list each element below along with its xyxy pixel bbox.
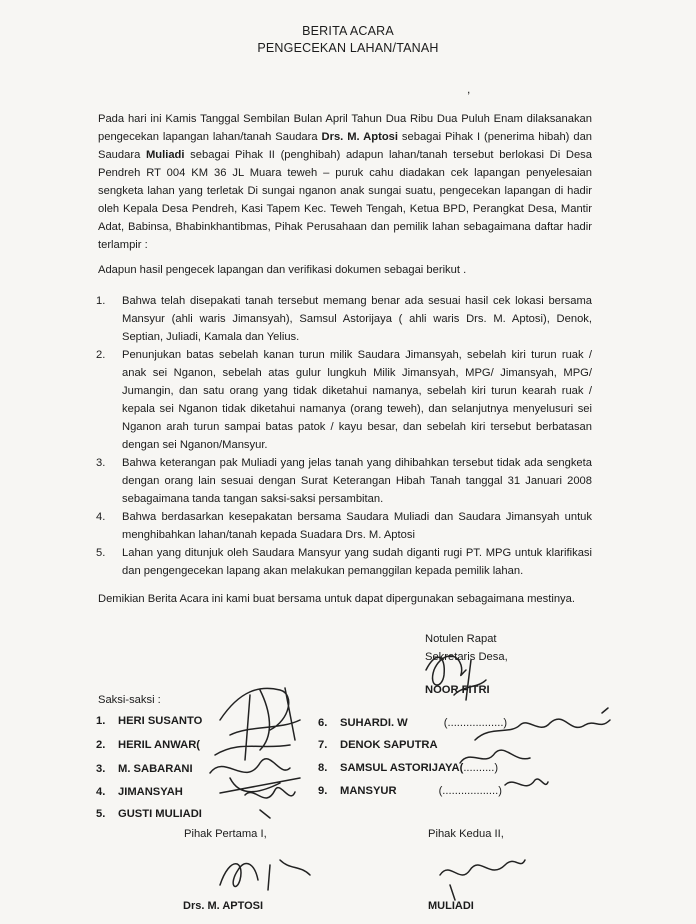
witness-name: SAMSUL ASTORIJAYA( [340,762,464,774]
list-item [96,346,592,454]
witness-5 [96,805,202,823]
witness-label: Saksi-saksi : [98,694,161,706]
list-item [96,454,592,508]
witness-sign-line: (..................) [438,785,502,797]
item-text: Bahwa berdasarkan kesepakatan bersama Saudara Muliadi dan Saudara Jimansyah untuk menghibahkan lahan/tanah kepada Suadara Drs. M. Aptosi [122,511,592,541]
item-number: 4. [96,511,106,523]
witness-name: SUHARDI. W [340,717,408,729]
pihak-pertama-name: Drs. M. APTOSI [183,900,264,912]
witness-1 [96,712,202,730]
notulen-name: NOOR FITRI [425,684,490,696]
item-number: 3. [96,457,106,469]
results-intro: Adapun hasil pengecek lapangan dan verifikasi dokumen sebagai berikut . [98,264,467,276]
intro-text-1: Pada hari ini Kamis Tanggal Sembilan Bulan April Tahun Dua Ribu Dua Puluh Enam dilaksanakan pengecekan lapangan lahan/tanah Saudara [98,113,592,143]
witness-number: 3. [96,763,106,775]
notulen-role: Sekretaris Desa, [425,651,508,663]
witness-3 [96,760,193,778]
list-item [96,292,592,346]
witness-sign-line: (..................) [443,717,508,729]
witness-number: 5. [96,808,106,820]
witness-sign-line: ..........) [463,762,499,774]
witness-number: 9. [318,785,328,797]
pihak-2-name: Muliadi [145,149,185,161]
intro-text-3: sebagai Pihak II (penghibah) adapun lahan/tanah tersebut berlokasi Di Desa Pendreh RT 004 KM 36 JL Muara teweh – puruk cahu diadakan cek lapangan penyelesaian sengketa lahan yang terletak Di sungai nganon anak sungai suatu, pengecekan lapangan di hadir oleh Kepala Desa Pendreh, Kasi Tapem Kec. Teweh Tengah, Ketua BPD, Perangkat Desa, Mantir Adat, Babinsa, Bhabinkhantibmas, Pihak Perusahaan dan pemilik lahan sebagaimana daftar hadir terlampir : [98,149,592,251]
item-number: 5. [96,547,106,559]
signature-pihak-pertama [210,845,330,905]
signature-pihak-kedua [430,845,530,905]
witness-name: HERI SUSANTO [118,715,203,727]
witness-name: M. SABARANI [118,763,193,775]
witness-number: 2. [96,739,106,751]
pihak-pertama-label: Pihak Pertama I, [184,828,267,840]
item-text: Bahwa telah disepakati tanah tersebut memang benar ada sesuai hasil cek lokasi bersama Mansyur (ahli waris Jimansyah), Samsul Astorijaya ( ahli waris Drs. M. Aptosi), Denok, Septian, Juliadi, Kamala dan Yelius. [122,295,592,343]
witness-4 [96,783,183,801]
pihak-1-name: Drs. M. Aptosi [321,131,398,143]
item-text: Lahan yang ditunjuk oleh Saudara Mansyur yang sudah diganti rugi PT. MPG untuk klarifikasi dan pengengecekan lapang akan melakukan pemanggilan kepada pemilik lahan. [122,547,592,577]
item-number: 2. [96,349,106,361]
signature-witness-4 [240,780,300,820]
list-item [96,508,592,544]
witness-9 [318,782,502,800]
witness-name: GUSTI MULIADI [118,808,202,820]
witness-number: 7. [318,739,328,751]
intro-paragraph [98,110,592,254]
witness-name: JIMANSYAH [118,786,183,798]
witness-7 [318,736,438,754]
item-number: 1. [96,295,106,307]
witness-number: 4. [96,786,106,798]
witness-number: 1. [96,715,106,727]
notulen-title: Notulen Rapat [425,633,497,645]
item-text: Bahwa keterangan pak Muliadi yang jelas tanah yang dihibahkan tersebut tidak ada sengketa dengan orang lain sesuai dengan Surat Keterangan Hibah Tanah tanggal 31 Januari 2008 sebagaimana tanda tangan saksi-saksi persambitan. [122,457,592,505]
list-item [96,544,592,580]
item-text: Penunjukan batas sebelah kanan turun milik Saudara Jimansyah, sebelah kiri turun ruak / anak sei Nganon, sebelah atas gulur lungkuh Milik Jimansyah, MPG/ Jimansyah, MPG/ Jumangin, dan satu orang yang tidak diketahui namanya, sebelah kiri turun kearah ruak / kepala sei Nganon tidak diketahui namanya (orang teweh), dan selanjutnya menyelusuri sei Nganon arah turun sampai batas patok / kayu besar, dan sebelah kiri tersebut berbatasan dengan sei Nganon/Mansyur. [122,349,592,451]
intro-text-2: sebagai Pihak I (penerima hibah) dan Saudara [98,131,593,161]
pihak-kedua-label: Pihak Kedua II, [428,828,504,840]
witness-name: HERIL ANWAR( [118,739,201,751]
witness-number: 6. [318,717,328,729]
signature-witness-9 [500,770,550,800]
witness-name: DENOK SAPUTRA [340,739,438,751]
document-subtitle: PENGECEKAN LAHAN/TANAH [257,41,439,55]
pihak-kedua-name: MULIADI [428,900,474,912]
closing-paragraph: Demikian Berita Acara ini kami buat bersama untuk dapat dipergunakan sebagaimana mestinya. [98,593,575,605]
document-title: BERITA ACARA [302,24,394,38]
witness-number: 8. [318,762,328,774]
stray-mark: , [467,82,471,96]
findings-list [96,292,592,580]
witness-2 [96,736,200,754]
witness-name: MANSYUR [340,785,397,797]
